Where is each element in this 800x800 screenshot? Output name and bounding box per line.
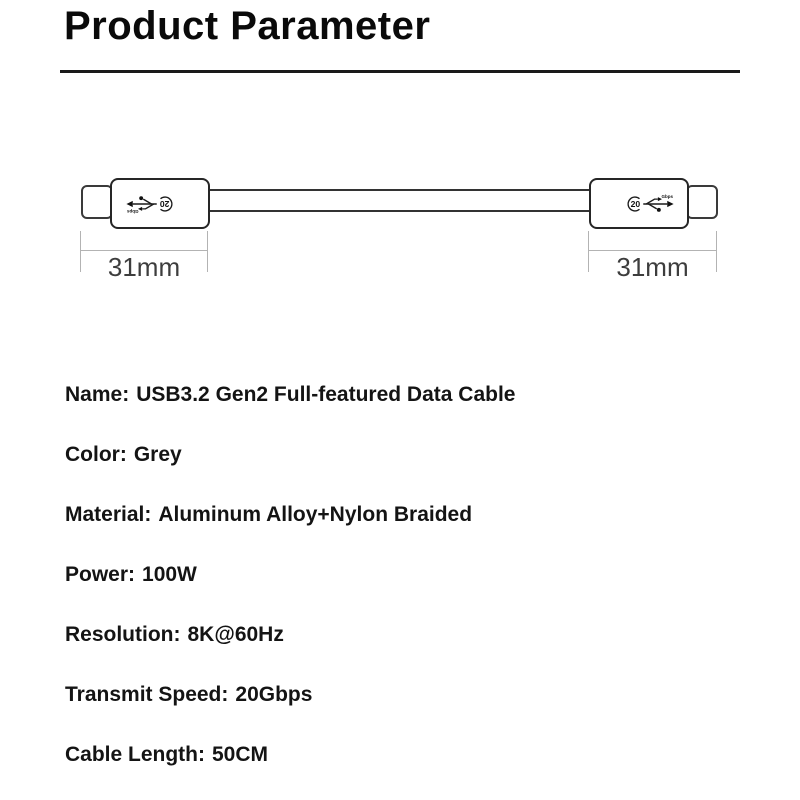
spec-label: Color: — [65, 443, 127, 466]
spec-value: Grey — [133, 443, 182, 466]
left-plug-tip — [81, 185, 113, 219]
spec-value: 8K@60Hz — [187, 623, 284, 646]
icon-speed-text: 20 — [159, 199, 170, 209]
spec-row-power — [65, 564, 515, 586]
cable-diagram — [0, 0, 800, 320]
spec-label: Resolution: — [65, 623, 181, 646]
icon-unit-text: Gbps — [126, 209, 139, 215]
usb-20gbps-icon-right — [626, 192, 674, 216]
spec-row-cable-length — [65, 744, 515, 766]
spec-row-material — [65, 504, 515, 526]
spec-value: USB3.2 Gen2 Full-featured Data Cable — [136, 383, 516, 406]
spec-label: Transmit Speed: — [65, 683, 229, 706]
spec-value: Aluminum Alloy+Nylon Braided — [158, 503, 473, 526]
dimension-label: 31mm — [616, 252, 689, 282]
usb-20gbps-icon-left — [126, 192, 174, 216]
spec-row-transmit-speed — [65, 684, 515, 706]
spec-value: 50CM — [212, 743, 269, 766]
spec-list — [65, 384, 515, 800]
spec-label: Material: — [65, 503, 152, 526]
spec-label: Cable Length: — [65, 743, 205, 766]
spec-label: Name: — [65, 383, 130, 406]
spec-row-resolution — [65, 624, 515, 646]
right-connector-body — [589, 178, 689, 229]
dimension-line — [588, 250, 717, 251]
page-title: Product Parameter — [64, 4, 431, 48]
spec-row-color — [65, 444, 515, 466]
dimension-label: 31mm — [107, 252, 181, 282]
cable-band — [205, 189, 595, 212]
spec-value: 100W — [142, 563, 197, 586]
spec-label: Power: — [65, 563, 136, 586]
icon-unit-text: Gbps — [661, 193, 674, 199]
right-plug-tip — [686, 185, 718, 219]
dimension-line — [80, 250, 208, 251]
icon-speed-text: 20 — [630, 199, 641, 209]
spec-row-name — [65, 384, 515, 406]
spec-value: 20Gbps — [235, 683, 313, 706]
left-connector-body — [110, 178, 210, 229]
